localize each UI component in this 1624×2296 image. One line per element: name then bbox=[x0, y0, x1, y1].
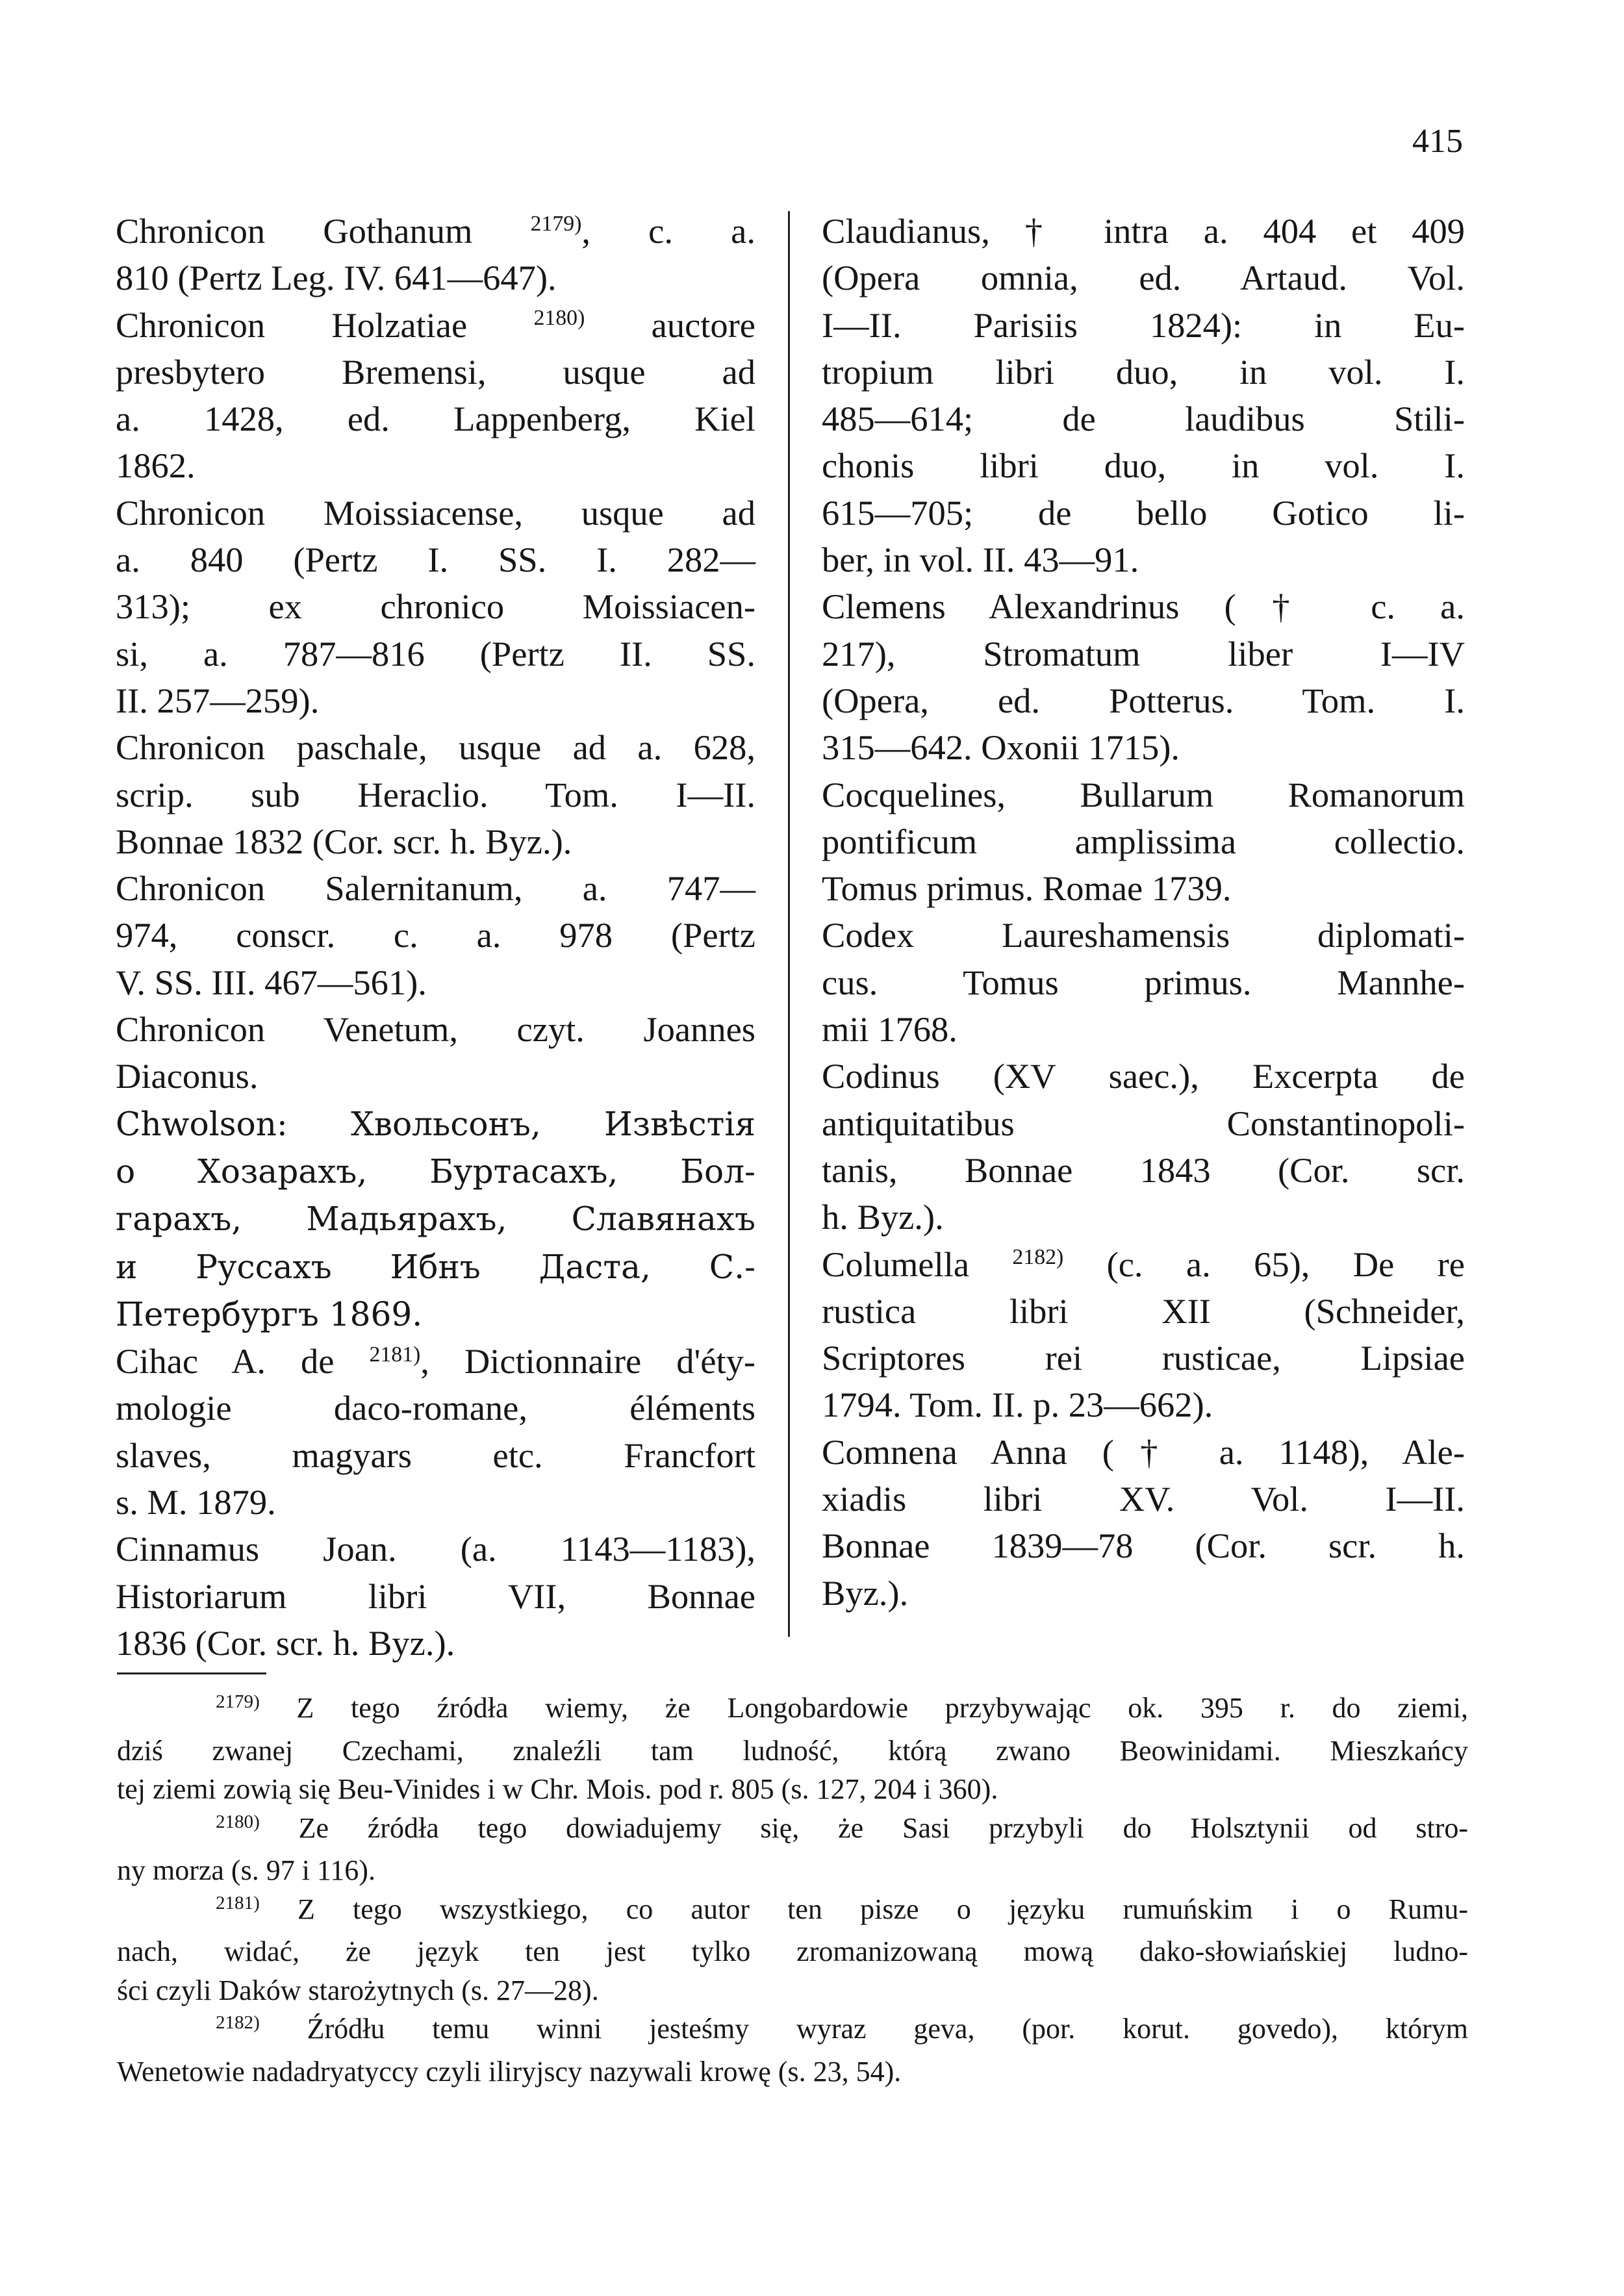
right-column bbox=[822, 208, 1465, 1617]
entry-line: xiadis libri XV. Vol. I—II. bbox=[822, 1479, 1465, 1519]
entry-line: Columella $^{2182)}$ (c. a. 65), De re bbox=[822, 1244, 1465, 1284]
entry-line: I—II. Parisiis 1824): in Eu- bbox=[822, 305, 1465, 345]
index-entry bbox=[116, 208, 755, 302]
entry-line: slaves, magyars etc. Francfort bbox=[116, 1435, 755, 1475]
footnote-ref: 2181) bbox=[369, 1342, 421, 1367]
index-entry bbox=[116, 490, 755, 724]
entry-line: 315—642. Oxonii 1715). bbox=[822, 727, 1180, 768]
entry-line: 1836 (Cor. scr. h. Byz.). bbox=[116, 1622, 455, 1663]
entry-line: scrip. sub Heraclio. Tom. I—II. bbox=[116, 774, 755, 814]
entry-line: tanis, Bonnae 1843 (Cor. scr. bbox=[822, 1150, 1465, 1190]
index-entry bbox=[116, 1006, 755, 1100]
entry-line: V. SS. III. 467—561). bbox=[116, 962, 427, 1002]
footnote-line: $^{2181)}$ Z tego wszystkiego, co autor ten pisze o języku rumuńskim i o Rumu- bbox=[216, 1892, 1469, 1925]
entry-line: Byz.). bbox=[822, 1572, 909, 1613]
entry-line: a. 1428, ed. Lappenberg, Kiel bbox=[116, 399, 755, 439]
entry-line: (Opera omnia, ed. Artaud. Vol. bbox=[822, 258, 1465, 298]
entry-line: rustica libri XII (Schneider, bbox=[822, 1291, 1465, 1331]
index-entry bbox=[116, 1526, 755, 1667]
entry-line: Петербургъ 1869. bbox=[116, 1294, 423, 1333]
entry-line: 974, conscr. c. a. 978 (Pertz bbox=[116, 915, 755, 955]
footnote bbox=[117, 2010, 1468, 2091]
entry-line: Bonnae 1839—78 (Cor. scr. h. bbox=[822, 1526, 1465, 1566]
entry-line: 615—705; de bello Gotico li- bbox=[822, 492, 1465, 533]
entry-line: Bonnae 1832 (Cor. scr. h. Byz.). bbox=[116, 821, 572, 861]
footnote-line: Wenetowie nadadryatyccy czyli iliryjscy nazywali krowę (s. 23, 54). bbox=[117, 2055, 902, 2088]
entry-line: Cocquelines, Bullarum Romanorum bbox=[822, 774, 1465, 814]
index-entry bbox=[822, 1241, 1465, 1429]
entry-line: Clemens Alexandrinus († c. a. bbox=[822, 587, 1465, 627]
footnote-number: 2181) bbox=[216, 1892, 260, 1913]
entry-line: Chronicon Holzatiae $^{2180)}$ auctore bbox=[116, 305, 755, 345]
index-entry bbox=[116, 1100, 755, 1338]
entry-line: Cihac A. de $^{2181)}$, Dictionnaire d'éty- bbox=[116, 1341, 755, 1381]
entry-line: 1794. Tom. II. p. 23—662). bbox=[822, 1385, 1213, 1425]
entry-line: Chronicon paschale, usque ad a. 628, bbox=[116, 727, 755, 768]
footnote-line: dziś zwanej Czechami, znaleźli tam ludność, którą zwano Beowinidami. Mieszkańcy bbox=[117, 1734, 1468, 1767]
entry-line: a. 840 (Pertz I. SS. I. 282— bbox=[116, 540, 755, 580]
entry-line: presbytero Bremensi, usque ad bbox=[116, 351, 755, 392]
entry-line: chonis libri duo, in vol. I. bbox=[822, 446, 1465, 486]
entry-line: Chronicon Gothanum $^{2179)}$, c. a. bbox=[116, 211, 755, 251]
footnote-number: 2179) bbox=[216, 1691, 260, 1713]
index-entry bbox=[822, 583, 1465, 771]
column-divider bbox=[788, 211, 790, 1637]
index-entry bbox=[822, 1429, 1465, 1617]
index-entry bbox=[822, 772, 1465, 913]
footnotes bbox=[117, 1689, 1468, 2091]
index-entry bbox=[116, 1338, 755, 1526]
entry-line: Cinnamus Joan. (a. 1143—1183), bbox=[116, 1529, 755, 1569]
footnote-line: $^{2179)}$ Z tego źródła wiemy, że Longobardowie przybywając ok. 395 r. do ziemi, bbox=[216, 1691, 1468, 1724]
entry-line: Chronicon Venetum, czyt. Joannes bbox=[116, 1009, 755, 1050]
entry-line: (Opera, ed. Potterus. Tom. I. bbox=[822, 680, 1465, 720]
entry-line: mologie daco-romane, éléments bbox=[116, 1388, 755, 1428]
index-entry bbox=[116, 302, 755, 490]
index-entry bbox=[822, 208, 1465, 583]
footnote-line: $^{2180)}$ Ze źródła tego dowiadujemy się, że Sasi przybyli do Holsztynii od stro- bbox=[216, 1811, 1469, 1844]
entry-line: гарахъ, Мадьярахъ, Славянахъ bbox=[116, 1200, 755, 1239]
entry-line: tropium libri duo, in vol. I. bbox=[822, 351, 1465, 392]
entry-line: Chwolson: Хвольсонъ, Извѣстія bbox=[116, 1104, 755, 1143]
footnote-line: tej ziemi zowią się Beu-Vinides i w Chr. Mois. pod r. 805 (s. 127, 204 i 360). bbox=[117, 1773, 998, 1805]
entry-line: Claudianus, † intra a. 404 et 409 bbox=[822, 211, 1465, 251]
entry-line: s. M. 1879. bbox=[116, 1482, 276, 1522]
entry-line: Chronicon Salernitanum, a. 747— bbox=[116, 868, 755, 909]
entry-line: Tomus primus. Romae 1739. bbox=[822, 868, 1232, 909]
index-entry bbox=[116, 724, 755, 865]
entry-line: cus. Tomus primus. Mannhe- bbox=[822, 962, 1465, 1002]
entry-line: Diaconus. bbox=[116, 1056, 259, 1096]
entry-line: mii 1768. bbox=[822, 1009, 958, 1050]
footnote bbox=[117, 1890, 1468, 2010]
footnote bbox=[117, 1689, 1468, 1809]
entry-line: о Хозарахъ, Буртасахъ, Бол- bbox=[116, 1152, 755, 1191]
entry-line: antiquitatibus Constantinopoli- bbox=[822, 1103, 1465, 1143]
entry-line: pontificum amplissima collectio. bbox=[822, 821, 1465, 861]
entry-line: Comnena Anna († a. 1148), Ale- bbox=[822, 1432, 1465, 1472]
entry-line: si, a. 787—816 (Pertz II. SS. bbox=[116, 633, 755, 674]
footnote-number: 2180) bbox=[216, 1811, 260, 1832]
entry-line: 810 (Pertz Leg. IV. 641—647). bbox=[116, 258, 557, 298]
index-entry bbox=[822, 1053, 1465, 1241]
entry-line: 485—614; de laudibus Stili- bbox=[822, 399, 1465, 439]
footnote-ref: 2182) bbox=[1012, 1244, 1064, 1269]
entry-line: h. Byz.). bbox=[822, 1197, 944, 1237]
entry-line: и Руссахъ Ибнъ Даста, С.- bbox=[116, 1247, 755, 1286]
footnote-number: 2182) bbox=[216, 2012, 260, 2034]
index-entry bbox=[822, 912, 1465, 1053]
left-column bbox=[116, 208, 755, 1667]
footnote bbox=[117, 1809, 1468, 1890]
footnote-rule bbox=[117, 1672, 266, 1674]
footnote-line: $^{2182)}$ Źródłu temu winni jesteśmy wyraz geva, (por. korut. govedo), którym bbox=[216, 2012, 1468, 2045]
footnote-ref: 2180) bbox=[533, 306, 585, 331]
footnote-line: nach, widać, że język ten jest tylko zromanizowaną mową dako-słowiańskiej ludno- bbox=[117, 1936, 1468, 1967]
entry-line: Scriptores rei rusticae, Lipsiae bbox=[822, 1338, 1465, 1378]
footnote-ref: 2179) bbox=[530, 212, 582, 236]
entry-line: Historiarum libri VII, Bonnae bbox=[116, 1576, 755, 1616]
entry-line: 313); ex chronico Moissiacen- bbox=[116, 587, 755, 627]
entry-line: 217), Stromatum liber I—IV bbox=[822, 633, 1465, 674]
entry-line: II. 257—259). bbox=[116, 680, 320, 720]
index-entry bbox=[116, 865, 755, 1006]
entry-line: Codex Laureshamensis diplomati- bbox=[822, 915, 1465, 955]
footnote-line: ści czyli Daków starożytnych (s. 27—28). bbox=[117, 1974, 599, 2006]
entry-line: ber, in vol. II. 43—91. bbox=[822, 540, 1139, 580]
page-number: 415 bbox=[1412, 123, 1463, 160]
footnote-line: ny morza (s. 97 i 116). bbox=[117, 1854, 375, 1886]
entry-line: 1862. bbox=[116, 446, 196, 486]
entry-line: Codinus (XV saec.), Excerpta de bbox=[822, 1056, 1465, 1096]
entry-line: Chronicon Moissiacense, usque ad bbox=[116, 492, 755, 533]
